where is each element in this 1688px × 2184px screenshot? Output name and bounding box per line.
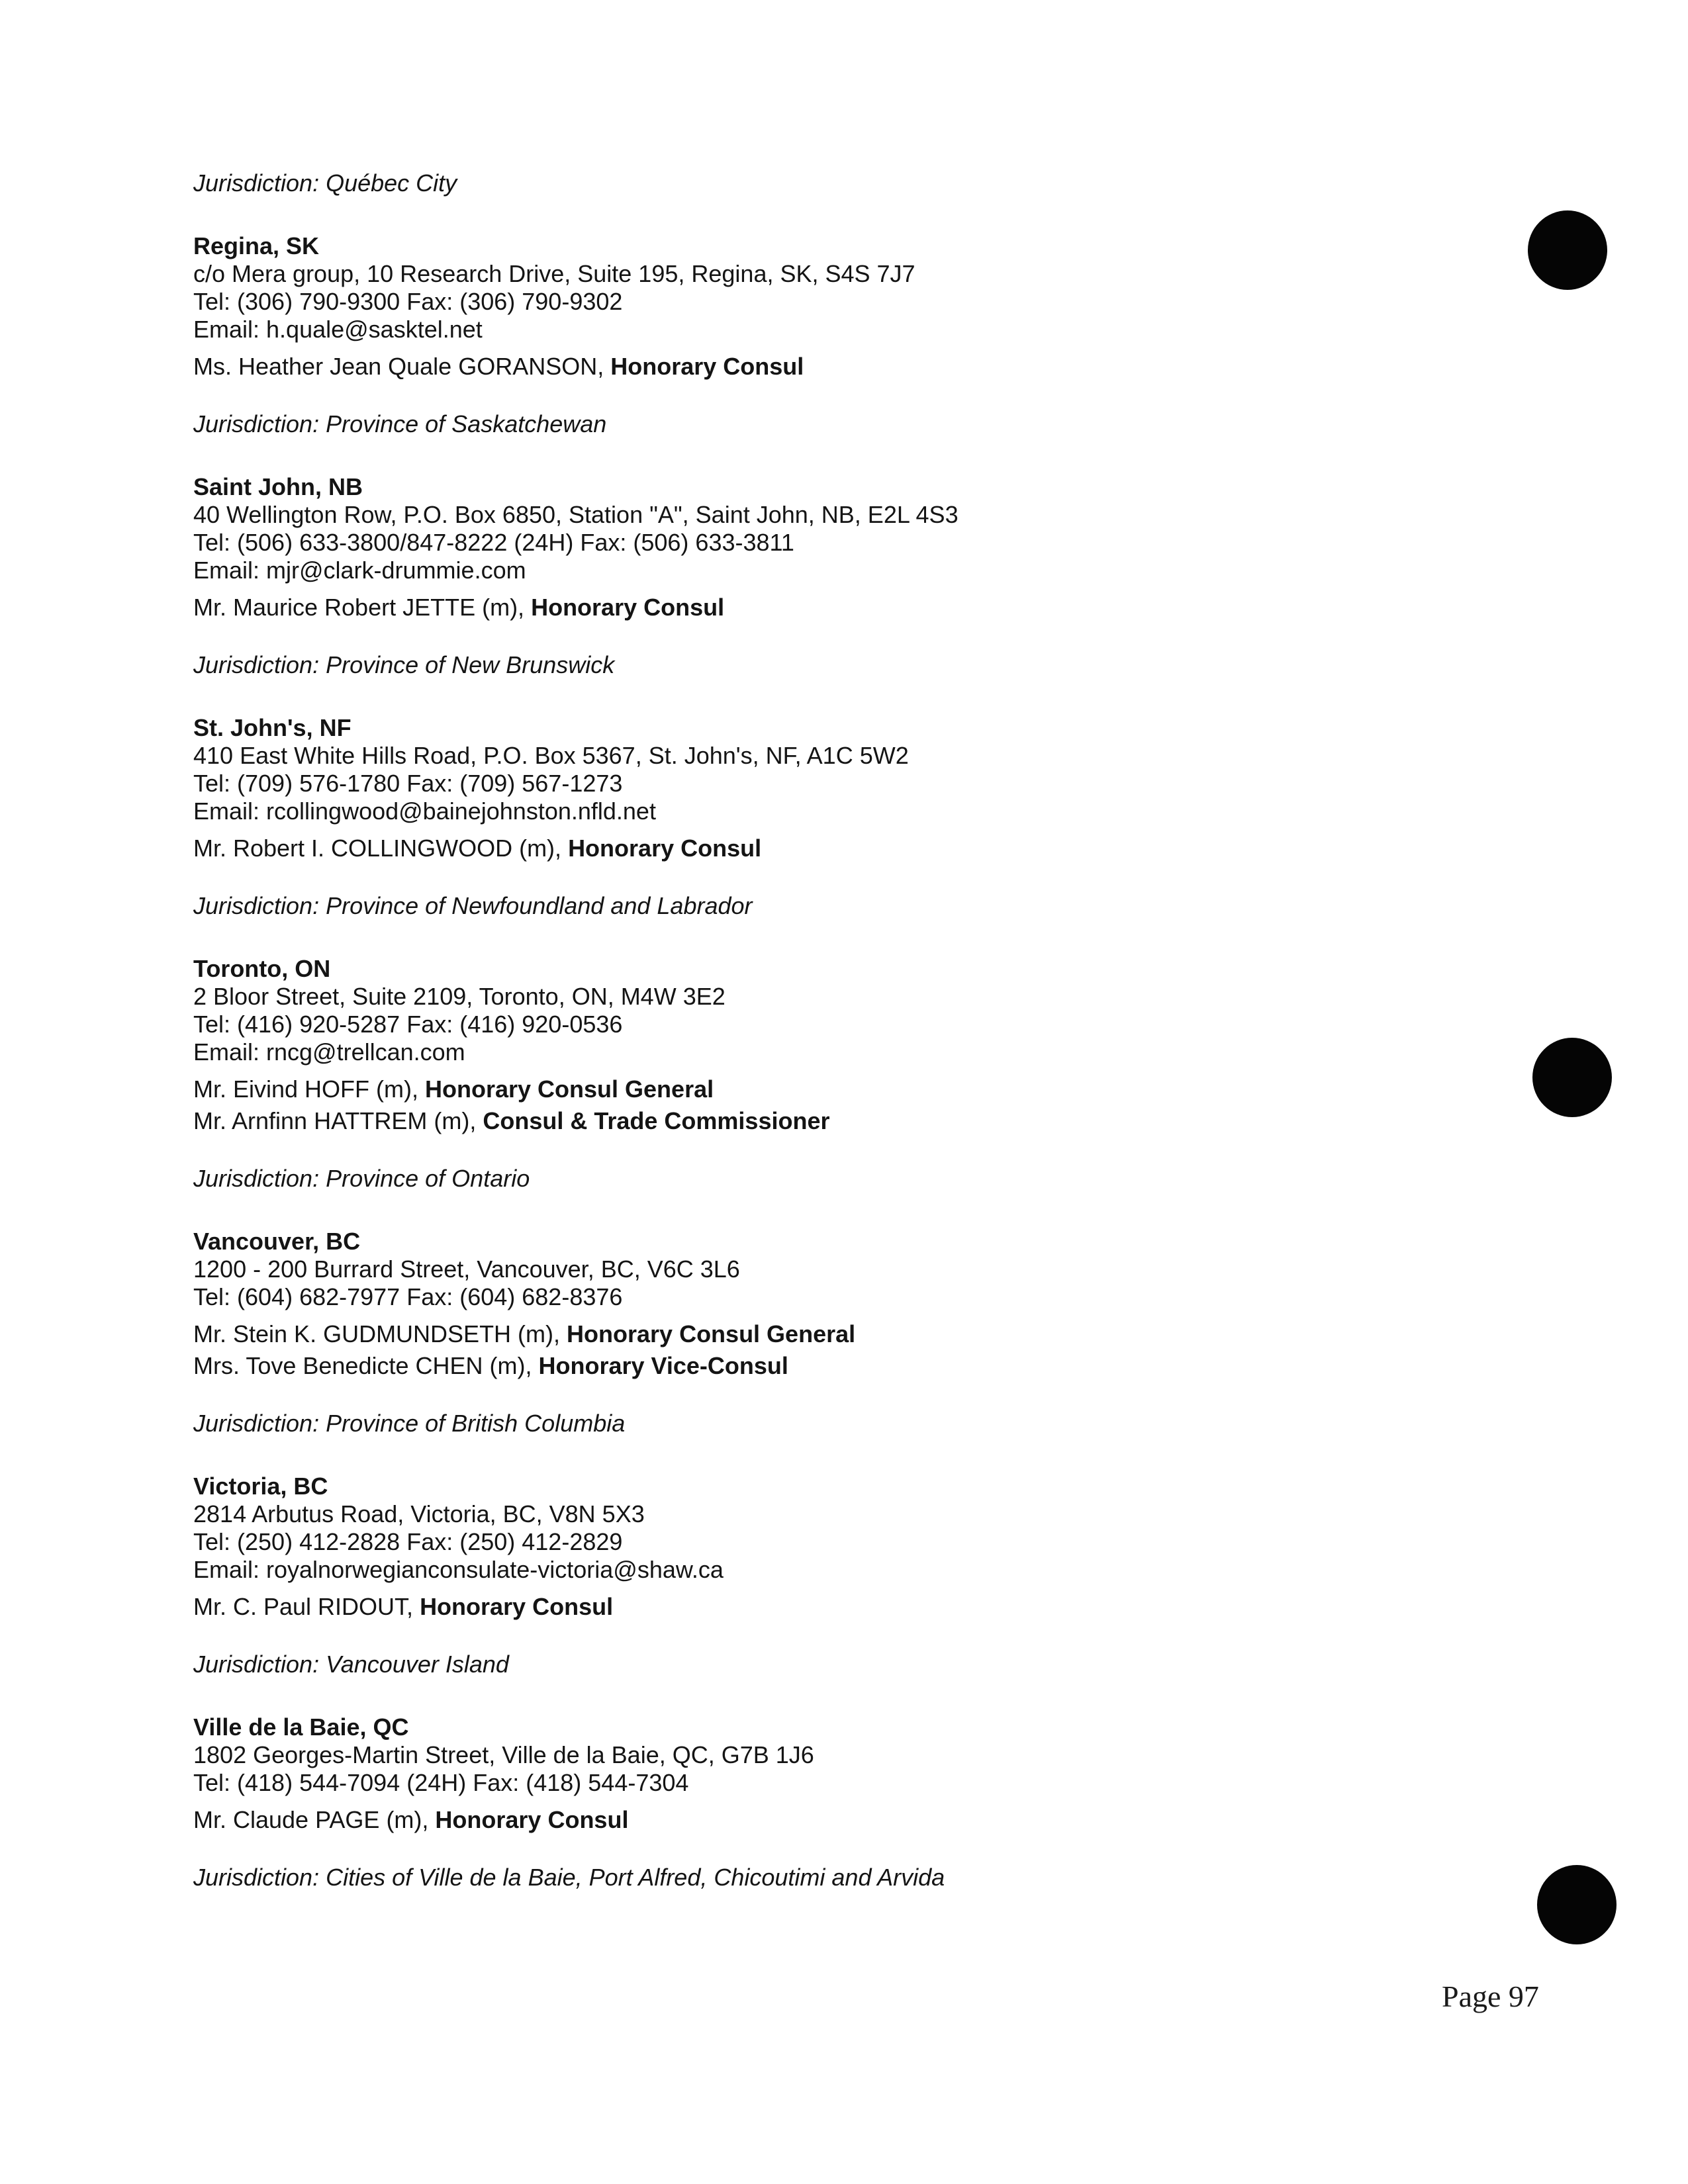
consul-person [193,353,1451,381]
consul-role: Honorary Consul [420,1593,614,1620]
punch-hole-middle [1532,1038,1612,1117]
city-heading: Toronto, ON [193,955,331,982]
consul-name: Mrs. Tove Benedicte CHEN (m), [193,1352,539,1379]
jurisdiction-line: Jurisdiction: Province of Saskatchewan [193,410,607,437]
consul-person [193,1806,1451,1834]
consul-person [193,835,1451,862]
city-heading: Ville de la Baie, QC [193,1713,409,1741]
jurisdiction-line: Jurisdiction: Province of Newfoundland and Labrador [193,892,753,919]
address-line: 2814 Arbutus Road, Victoria, BC, V8N 5X3 [193,1500,645,1527]
address-line: 1802 Georges-Martin Street, Ville de la Baie, QC, G7B 1J6 [193,1741,814,1768]
consul-person [193,594,1451,621]
consul-name: Mr. Maurice Robert JETTE (m), [193,594,532,621]
jurisdiction-quebec-city: Jurisdiction: Québec City [193,169,457,197]
email-line: Email: royalnorwegianconsulate-victoria@shaw.ca [193,1556,724,1583]
consul-role: Honorary Consul General [567,1320,856,1347]
consul-person [193,1320,1451,1348]
page-number: Page 97 [1442,1979,1539,2013]
punch-hole-top [1528,210,1607,290]
jurisdiction-line: Jurisdiction: Province of British Columbia [193,1410,626,1437]
consul-role: Honorary Consul General [425,1075,714,1103]
document-body [193,169,1451,1891]
consul-name: Mr. C. Paul RIDOUT, [193,1593,420,1620]
consul-role: Honorary Consul [435,1806,629,1833]
consulate-entry-saint-john [193,473,1451,679]
jurisdiction-line: Jurisdiction: Province of Ontario [193,1165,530,1192]
address-line: 40 Wellington Row, P.O. Box 6850, Station "A", Saint John, NB, E2L 4S3 [193,501,959,528]
email-line: Email: h.quale@sasktel.net [193,316,483,343]
city-heading: St. John's, NF [193,714,352,741]
consulate-entry-ville-de-la-baie [193,1713,1451,1891]
city-heading: Regina, SK [193,232,320,259]
phone-fax-line: Tel: (416) 920-5287 Fax: (416) 920-0536 [193,1011,623,1038]
city-heading: Vancouver, BC [193,1228,361,1255]
consulate-entry-victoria [193,1473,1451,1678]
email-line: Email: rcollingwood@bainejohnston.nfld.net [193,797,656,825]
consulate-entry-toronto [193,955,1451,1193]
consulate-entry-vancouver [193,1228,1451,1437]
consul-person [193,1107,1451,1135]
phone-fax-line: Tel: (709) 576-1780 Fax: (709) 567-1273 [193,770,623,797]
city-heading: Saint John, NB [193,473,363,500]
consul-role: Honorary Consul [610,353,804,380]
consul-name: Mr. Arnfinn HATTREM (m), [193,1107,483,1134]
consul-role: Honorary Vice-Consul [538,1352,788,1379]
jurisdiction-line: Jurisdiction: Vancouver Island [193,1651,509,1678]
consul-person [193,1593,1451,1621]
email-line: Email: mjr@clark-drummie.com [193,557,526,584]
email-line: Email: rncg@trellcan.com [193,1038,465,1066]
phone-fax-line: Tel: (306) 790-9300 Fax: (306) 790-9302 [193,288,623,315]
consul-name: Mr. Stein K. GUDMUNDSETH (m), [193,1320,567,1347]
consul-role: Consul & Trade Commissioner [483,1107,830,1134]
consul-name: Mr. Claude PAGE (m), [193,1806,436,1833]
consulate-entry-st-johns [193,714,1451,920]
consul-name: Mr. Robert I. COLLINGWOOD (m), [193,835,569,862]
city-heading: Victoria, BC [193,1473,328,1500]
address-line: 410 East White Hills Road, P.O. Box 5367, St. John's, NF, A1C 5W2 [193,742,909,769]
jurisdiction-line: Jurisdiction: Province of New Brunswick [193,651,615,678]
address-line: 2 Bloor Street, Suite 2109, Toronto, ON, M4W 3E2 [193,983,726,1010]
consul-role: Honorary Consul [568,835,762,862]
consul-role: Honorary Consul [531,594,725,621]
address-line: c/o Mera group, 10 Research Drive, Suite 195, Regina, SK, S4S 7J7 [193,260,915,287]
consul-person [193,1075,1451,1103]
phone-fax-line: Tel: (418) 544-7094 (24H) Fax: (418) 544-7304 [193,1769,689,1796]
address-line: 1200 - 200 Burrard Street, Vancouver, BC, V6C 3L6 [193,1255,740,1283]
phone-fax-line: Tel: (604) 682-7977 Fax: (604) 682-8376 [193,1283,623,1310]
phone-fax-line: Tel: (250) 412-2828 Fax: (250) 412-2829 [193,1528,623,1555]
phone-fax-line: Tel: (506) 633-3800/847-8222 (24H) Fax: (506) 633-3811 [193,529,794,556]
consul-name: Mr. Eivind HOFF (m), [193,1075,425,1103]
consulate-entry-regina [193,232,1451,438]
consul-name: Ms. Heather Jean Quale GORANSON, [193,353,611,380]
consul-person [193,1352,1451,1380]
jurisdiction-line: Jurisdiction: Cities of Ville de la Baie, Port Alfred, Chicoutimi and Arvida [193,1864,945,1891]
punch-hole-bottom [1537,1865,1617,1944]
